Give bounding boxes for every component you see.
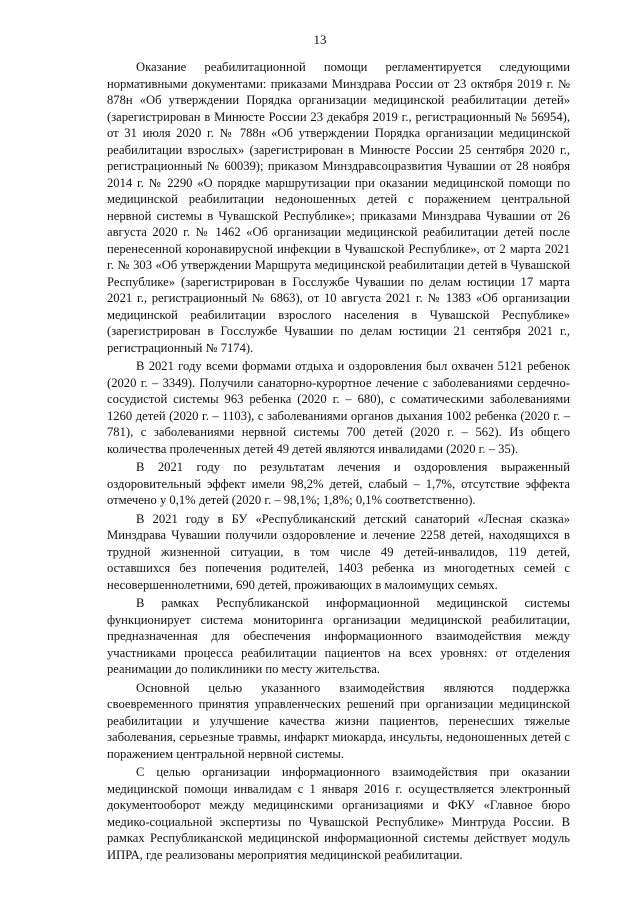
- paragraph-recreation-coverage: В 2021 году всеми формами отдыха и оздоровления был охвачен 5121 ребенок (2020 г. – 3349). Получили санаторно-курортное лечение с заболеваниями сердечно-сосудистой системы 963 ребенка (2020 г. – 680), с соматическими заболеваниями 1260 детей (2020 г. – 1103), с заболеваниями органов дыхания 1002 ребенка (2020 г. – 781), с заболеваниями нервной системы 700 детей (2020 г. – 562). Из общего количества пролеченных детей 49 детей являются инвалидами (2020 г. – 35).: [107, 359, 570, 456]
- paragraph-regulatory-documents: Оказание реабилитационной помощи регламентируется следующими нормативными документами: приказами Минздрава России от 23 октября 2019 г. № 878н «Об утверждении Порядка организации медицинской реабилитации детей» (зарегистрирован в Минюсте России 23 декабря 2019 г., регистрационный № 56954), от 31 июля 2020 г. № 788н «Об утверждении Порядка организации медицинской реабилитации взрослых» (зарегистрирован в Минюсте России 25 сентября 2020 г., регистрационный № 60039); приказом Минздравсоцразвития Чувашии от 28 ноября 2014 г. № 2290 «О порядке маршрутизации при оказании медицинской помощи по медицинской реабилитации недоношенных детей с поражением центральной нервной системы в Чувашской Республике»; приказами Минздрава Чувашии от 26 августа 2020 г. № 1462 «Об организации медицинской реабилитации детей после перенесенной коронавирусной инфекции в Чувашской Республике», от 2 марта 2021 г. № 303 «Об утверждении Маршрута медицинской реабилитации детей в Чувашской Республике» (зарегистрирован в Госслужбе Чувашии по делам юстиции 17 марта 2021 г., регистрационный № 6863), от 10 августа 2021 г. № 1383 «Об организации медицинской реабилитации взрослого населения в Чувашской Республике» (зарегистрирован в Госслужбе Чувашии по делам юстиции 21 сентября 2021 г., регистрационный № 7174).: [107, 60, 570, 355]
- document-body: [107, 59, 570, 863]
- paragraph-sanatorium-lesnaya-skazka: В 2021 году в БУ «Республиканский детский санаторий «Лесная сказка» Минздрава Чувашии получили оздоровление и лечение 2258 детей, находящихся в трудной жизненной ситуации, в том числе 49 детей-инвалидов, 119 детей, оставшихся без попечения родителей, 1403 ребенка из многодетных семей с несовершеннолетними, 690 детей, проживающих в малоимущих семьях.: [107, 511, 570, 592]
- paragraph-treatment-results: В 2021 году по результатам лечения и оздоровления выраженный оздоровительный эффект имели 98,2% детей, слабый – 1,7%, отсутствие эффекта отмечено у 0,1% детей (2020 г. – 98,1%; 1,8%; 0,1% соответственно).: [107, 460, 570, 507]
- paragraph-electronic-document-flow: С целью организации информационного взаимодействия при оказании медицинской помощи инвалидам с 1 января 2016 г. осуществляется электронный документооборот между медицинскими организациями и ФКУ «Главное бюро медико-социальной экспертизы по Чувашской Республике» Минтруда России. В рамках Республиканской медицинской информационной системы действует модуль ИПРА, где реализованы мероприятия медицинской реабилитации.: [107, 765, 570, 862]
- paragraph-interaction-goal: Основной целью указанного взаимодействия являются поддержка своевременного принятия управленческих решений при организации медицинской реабилитации и улучшение качества жизни пациентов, перенесших тяжелые заболевания, серьезные травмы, инфаркт миокарда, инсульты, недоношенных детей с поражением центральной нервной системы.: [107, 680, 570, 761]
- page-number: 13: [313, 32, 327, 47]
- paragraph-monitoring-system: В рамках Республиканской информационной медицинской системы функционирует система мониторинга организации медицинской реабилитации, предназначенная для обеспечения информационного взаимодействия между участниками процесса реабилитации пациентов на всех уровнях: от отделения реанимации до поликлиники по месту жительства.: [107, 596, 570, 676]
